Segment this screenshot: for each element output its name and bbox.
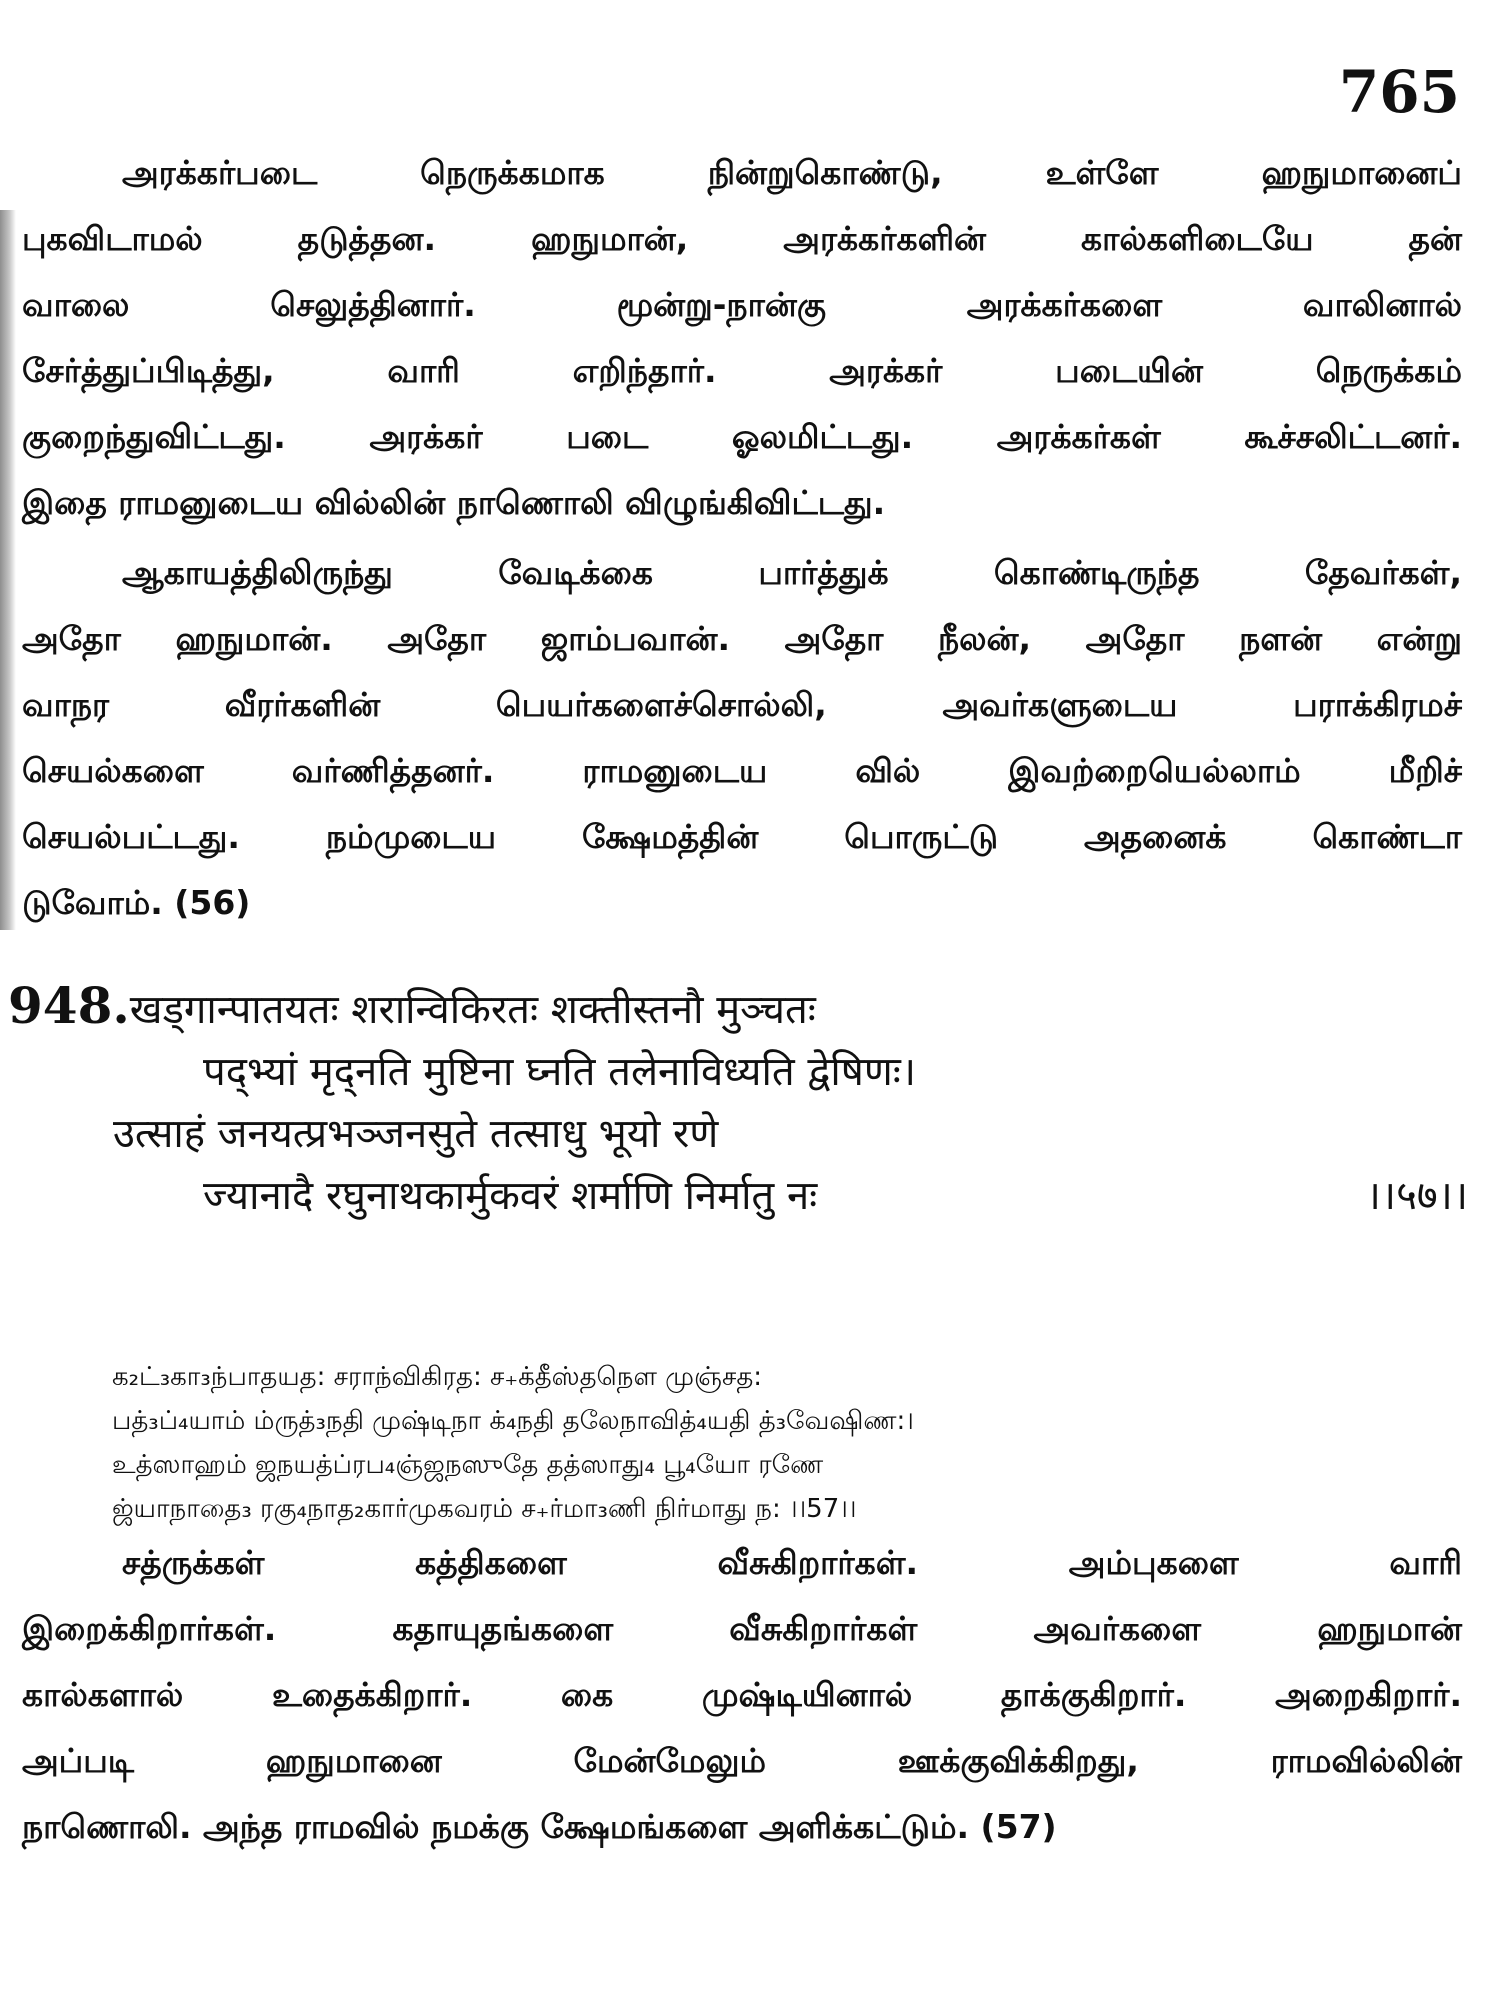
paragraph-1 xyxy=(22,140,1462,536)
paragraph-line: அதோ ஹநுமான். அதோ ஜாம்பவான். அதோ நீலன், அதோ நளன் என்று xyxy=(22,619,1462,658)
scan-shadow-edge xyxy=(0,210,16,930)
transliteration-line: க₂ட்₃கா₃ந்பாதயத: சராந்விகிரத: ச₊க்தீஸ்தநௌ முஞ்சத: xyxy=(112,1362,763,1392)
paragraph-line: டுவோம். (56) xyxy=(22,883,251,922)
verse-line xyxy=(8,975,1478,1041)
verse-line xyxy=(8,1165,1478,1227)
transliteration-line: உத்ஸாஹம் ஜநயத்ப்ரப₄ஞ்ஜநஸுதே தத்ஸாது₄ பூ₄யோ ரணே xyxy=(112,1450,824,1480)
paragraph-3 xyxy=(22,1530,1462,1860)
paragraph-line: அப்படி ஹநுமானை மேன்மேலும் ஊக்குவிக்கிறது, ராமவில்லின் xyxy=(22,1741,1462,1780)
paragraph-line: செயல்களை வர்ணித்தனர். ராமனுடைய வில் இவற்றையெல்லாம் மீறிச் xyxy=(22,751,1462,790)
paragraph-line: ஆகாயத்திலிருந்து வேடிக்கை பார்த்துக் கொண்டிருந்த தேவர்கள், xyxy=(122,553,1462,592)
verse-number: 948. xyxy=(8,976,130,1035)
paragraph-line: சத்ருக்கள் கத்திகளை வீசுகிறார்கள். அம்புகளை வாரி xyxy=(122,1543,1462,1582)
paragraph-line: வாநர வீரர்களின் பெயர்களைச்சொல்லி, அவர்களுடைய பராக்கிரமச் xyxy=(22,685,1462,724)
verse-text: ज्यानादै रघुनाथकार्मुकवरं शर्माणि निर्मातु नः xyxy=(203,1173,818,1219)
transliteration-line: ஜ்யாநாதை₃ ரகு₄நாத₂கார்முகவரம் ச₊ர்மா₃ணி நிர்மாது ந: ।।57।। xyxy=(112,1494,857,1524)
paragraph-line: குறைந்துவிட்டது. அரக்கர் படை ஓலமிட்டது. அரக்கர்கள் கூச்சலிட்டனர். xyxy=(22,417,1462,456)
paragraph-line: புகவிடாமல் தடுத்தன. ஹநுமான், அரக்கர்களின் கால்களிடையே தன் xyxy=(22,219,1462,258)
verse-line: पद्भ्यां मृद्नति मुष्टिना घ्नति तलेनाविध्यति द्वेषिणः। xyxy=(203,1049,916,1095)
paragraph-line: இறைக்கிறார்கள். கதாயுதங்களை வீசுகிறார்கள் அவர்களை ஹநுமான் xyxy=(22,1609,1462,1648)
transliteration-line: பத்₃ப்₄யாம் ம்ருத்₃நதி முஷ்டிநா க்₄நதி தலேநாவித்₄யதி த்₃வேஷிண:। xyxy=(112,1406,914,1436)
paragraph-line: கால்களால் உதைக்கிறார். கை முஷ்டியினால் தாக்குகிறார். அறைகிறார். xyxy=(22,1675,1462,1714)
verse-text: खड्गान्पातयतः शरान्विकिरतः शक्तीस्तनौ मुञ्चतः xyxy=(129,987,816,1033)
paragraph-line: வாலை செலுத்தினார். மூன்று-நான்கு அரக்கர்களை வாலினால் xyxy=(22,285,1462,324)
paragraph-2 xyxy=(22,540,1462,936)
tamil-transliteration xyxy=(112,1355,1362,1531)
page-number: 765 xyxy=(1338,58,1460,126)
paragraph-line: இதை ராமனுடைய வில்லின் நாணொலி விழுங்கிவிட்டது. xyxy=(22,483,886,522)
sanskrit-verse xyxy=(8,975,1478,1227)
paragraph-line: செயல்பட்டது. நம்முடைய க்ஷேமத்தின் பொருட்டு அதனைக் கொண்டா xyxy=(22,817,1462,856)
verse-end-mark: ।।५७।। xyxy=(1365,1173,1468,1219)
paragraph-line: நாணொலி. அந்த ராமவில் நமக்கு க்ஷேமங்களை அளிக்கட்டும். (57) xyxy=(22,1807,1057,1846)
verse-line: उत्साहं जनयत्प्रभञ्जनसुते तत्साधु भूयो रणे xyxy=(113,1111,719,1157)
paragraph-line: சேர்த்துப்பிடித்து, வாரி எறிந்தார். அரக்கர் படையின் நெருக்கம் xyxy=(22,351,1462,390)
paragraph-line: அரக்கர்படை நெருக்கமாக நின்றுகொண்டு, உள்ளே ஹநுமானைப் xyxy=(122,153,1462,192)
